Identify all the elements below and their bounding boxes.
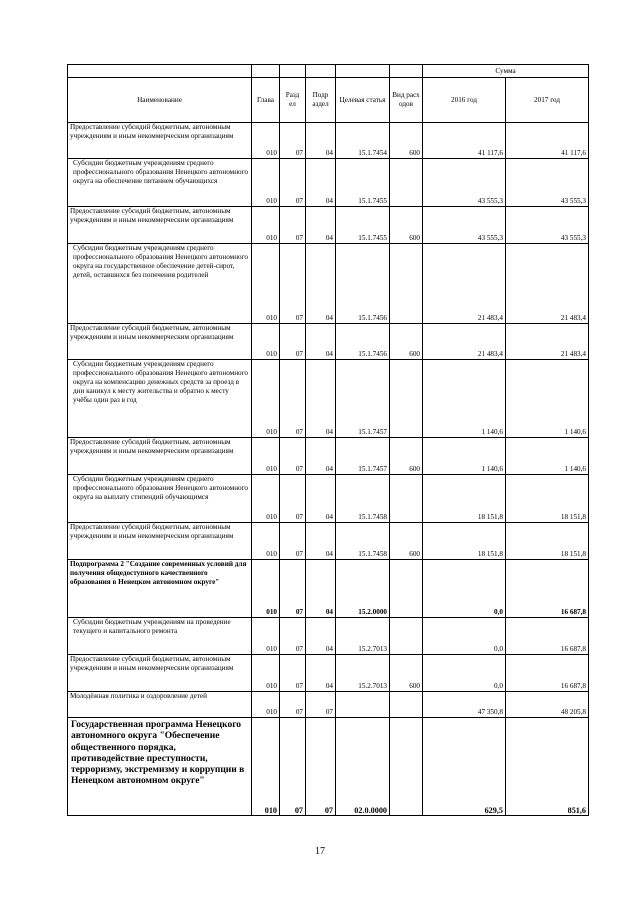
row-name: Молодёжная политика и оздоровление детей (68, 692, 252, 718)
row-sum-2017: 43 555,3 (506, 207, 589, 244)
row-type (390, 360, 423, 438)
row-target: 15.1.7455 (336, 207, 390, 244)
row-glava: 010 (252, 123, 280, 159)
row-razdel: 07 (280, 618, 306, 655)
row-glava: 010 (252, 360, 280, 438)
row-target: 15.2.7013 (336, 618, 390, 655)
table-row (68, 360, 589, 438)
row-target: 15.2.0000 (336, 560, 390, 618)
row-sum-2017: 18 151,8 (506, 523, 589, 560)
row-type (390, 718, 423, 816)
row-podrazdel: 04 (306, 207, 336, 244)
row-podrazdel: 04 (306, 523, 336, 560)
table-row (68, 438, 589, 475)
row-glava: 010 (252, 618, 280, 655)
row-razdel: 07 (280, 692, 306, 718)
row-sum-2016: 0,0 (423, 655, 506, 692)
row-target: 15.1.7457 (336, 438, 390, 475)
row-sum-2017: 851,6 (506, 718, 589, 816)
row-type: 600 (390, 438, 423, 475)
row-sum-2016: 43 555,3 (423, 207, 506, 244)
row-razdel: 07 (280, 123, 306, 159)
row-podrazdel: 07 (306, 692, 336, 718)
row-name: Подпрограмма 2 "Создание современных условий для получения общедоступного качественного образования в Ненецком автономном округе" (68, 560, 252, 618)
row-sum-2016: 629,5 (423, 718, 506, 816)
row-target: 15.1.7456 (336, 324, 390, 360)
table-row (68, 718, 589, 816)
row-sum-2016: 18 151,8 (423, 475, 506, 523)
row-sum-2016: 18 151,8 (423, 523, 506, 560)
row-target: 15.1.7458 (336, 523, 390, 560)
row-sum-2017: 21 483,4 (506, 324, 589, 360)
header-name: Наименование (68, 78, 252, 123)
row-podrazdel: 04 (306, 123, 336, 159)
table-row (68, 560, 589, 618)
row-sum-2016: 21 483,4 (423, 324, 506, 360)
row-podrazdel: 04 (306, 159, 336, 207)
row-target (336, 692, 390, 718)
row-razdel: 07 (280, 324, 306, 360)
page-number: 17 (315, 846, 325, 857)
row-glava: 010 (252, 692, 280, 718)
header-blank (280, 65, 306, 78)
row-razdel: 07 (280, 560, 306, 618)
row-glava: 010 (252, 718, 280, 816)
row-razdel: 07 (280, 718, 306, 816)
row-podrazdel: 04 (306, 438, 336, 475)
header-blank (68, 65, 252, 78)
row-target: 02.0.0000 (336, 718, 390, 816)
row-razdel: 07 (280, 244, 306, 324)
row-sum-2017: 18 151,8 (506, 475, 589, 523)
row-glava: 010 (252, 207, 280, 244)
table-row (68, 655, 589, 692)
row-sum-2017: 48 205,8 (506, 692, 589, 718)
header-expense-type: Вид расх одов (390, 78, 423, 123)
row-sum-2017: 1 140,6 (506, 438, 589, 475)
row-podrazdel: 04 (306, 360, 336, 438)
row-podrazdel: 07 (306, 718, 336, 816)
row-name: Субсидии бюджетным учреждениям на проведение текущего и капитального ремонта (68, 618, 252, 655)
row-name: Предоставление субсидий бюджетным, автономным учреждениям и иным некоммерческим организациям (68, 123, 252, 159)
row-type: 600 (390, 655, 423, 692)
budget-table (67, 64, 589, 816)
row-podrazdel: 04 (306, 655, 336, 692)
row-type (390, 618, 423, 655)
header-sum-group: Сумма (423, 65, 589, 78)
row-target: 15.1.7456 (336, 244, 390, 324)
table-row (68, 475, 589, 523)
row-podrazdel: 04 (306, 560, 336, 618)
row-type (390, 159, 423, 207)
row-podrazdel: 04 (306, 618, 336, 655)
header-podrazdel: Подр аздел (306, 78, 336, 123)
row-name: Предоставление субсидий бюджетным, автономным учреждениям и иным некоммерческим организациям (68, 324, 252, 360)
row-target: 15.2.7013 (336, 655, 390, 692)
row-sum-2017: 16 687,8 (506, 560, 589, 618)
row-target: 15.1.7455 (336, 159, 390, 207)
row-sum-2017: 16 687,8 (506, 655, 589, 692)
row-sum-2017: 43 555,3 (506, 159, 589, 207)
row-type (390, 560, 423, 618)
table-row (68, 618, 589, 655)
row-glava: 010 (252, 475, 280, 523)
row-type (390, 244, 423, 324)
row-type: 600 (390, 207, 423, 244)
header-blank (306, 65, 336, 78)
header-blank (390, 65, 423, 78)
row-name: Государственная программа Ненецкого автономного округа "Обеспечение общественного порядка, противодействие преступности, терроризму, экстремизму и коррупции в Ненецком автономном округе" (68, 718, 252, 816)
row-razdel: 07 (280, 207, 306, 244)
table-row (68, 123, 589, 159)
row-sum-2017: 41 117,6 (506, 123, 589, 159)
header-blank (252, 65, 280, 78)
row-sum-2016: 0,0 (423, 560, 506, 618)
row-type: 600 (390, 123, 423, 159)
row-sum-2016: 43 555,3 (423, 159, 506, 207)
row-razdel: 07 (280, 438, 306, 475)
row-podrazdel: 04 (306, 324, 336, 360)
row-sum-2016: 47 350,8 (423, 692, 506, 718)
row-sum-2016: 41 117,6 (423, 123, 506, 159)
row-type: 600 (390, 523, 423, 560)
row-name: Предоставление субсидий бюджетным, автономным учреждениям и иным некоммерческим организациям (68, 207, 252, 244)
table-row (68, 324, 589, 360)
header-razdel: Разд ел (280, 78, 306, 123)
row-razdel: 07 (280, 523, 306, 560)
row-glava: 010 (252, 244, 280, 324)
row-name: Субсидии бюджетным учреждениям среднего профессионального образования Ненецкого автономного округа на обеспечение питанием обучающихся (68, 159, 252, 207)
row-sum-2016: 1 140,6 (423, 438, 506, 475)
row-name: Субсидии бюджетным учреждениям среднего профессионального образования Ненецкого автономного округа на компенсацию денежных средств за проезд в дни каникул к месту жительства и обратно к месту учёбы один раз в год (68, 360, 252, 438)
row-glava: 010 (252, 438, 280, 475)
row-type (390, 475, 423, 523)
row-sum-2016: 1 140,6 (423, 360, 506, 438)
row-type (390, 692, 423, 718)
row-glava: 010 (252, 324, 280, 360)
row-podrazdel: 04 (306, 475, 336, 523)
row-target: 15.1.7454 (336, 123, 390, 159)
header-target-article: Целевая статья (336, 78, 390, 123)
header-glava: Глава (252, 78, 280, 123)
row-razdel: 07 (280, 655, 306, 692)
row-razdel: 07 (280, 159, 306, 207)
header-year-2016: 2016 год (423, 78, 506, 123)
row-target: 15.1.7457 (336, 360, 390, 438)
row-sum-2017: 21 483,4 (506, 244, 589, 324)
row-target: 15.1.7458 (336, 475, 390, 523)
row-razdel: 07 (280, 360, 306, 438)
row-name: Субсидии бюджетным учреждениям среднего профессионального образования Ненецкого автономного округа на выплату стипендий обучающимся (68, 475, 252, 523)
row-glava: 010 (252, 159, 280, 207)
row-sum-2017: 1 140,6 (506, 360, 589, 438)
table-row (68, 692, 589, 718)
row-name: Субсидии бюджетным учреждениям среднего профессионального образования Ненецкого автономного округа на государственное обеспечение детей-сирот, детей, оставшихся без попечения родителей (68, 244, 252, 324)
row-sum-2016: 21 483,4 (423, 244, 506, 324)
row-podrazdel: 04 (306, 244, 336, 324)
row-sum-2017: 16 687,8 (506, 618, 589, 655)
table-row (68, 207, 589, 244)
header-blank (336, 65, 390, 78)
row-name: Предоставление субсидий бюджетным, автономным учреждениям и иным некоммерческим организациям (68, 438, 252, 475)
row-name: Предоставление субсидий бюджетным, автономным учреждениям и иным некоммерческим организациям (68, 655, 252, 692)
row-razdel: 07 (280, 475, 306, 523)
row-type: 600 (390, 324, 423, 360)
table-row (68, 244, 589, 324)
row-sum-2016: 0,0 (423, 618, 506, 655)
row-name: Предоставление субсидий бюджетным, автономным учреждениям и иным некоммерческим организациям (68, 523, 252, 560)
row-glava: 010 (252, 655, 280, 692)
header-year-2017: 2017 год (506, 78, 589, 123)
table-row (68, 523, 589, 560)
row-glava: 010 (252, 560, 280, 618)
row-glava: 010 (252, 523, 280, 560)
table-row (68, 159, 589, 207)
